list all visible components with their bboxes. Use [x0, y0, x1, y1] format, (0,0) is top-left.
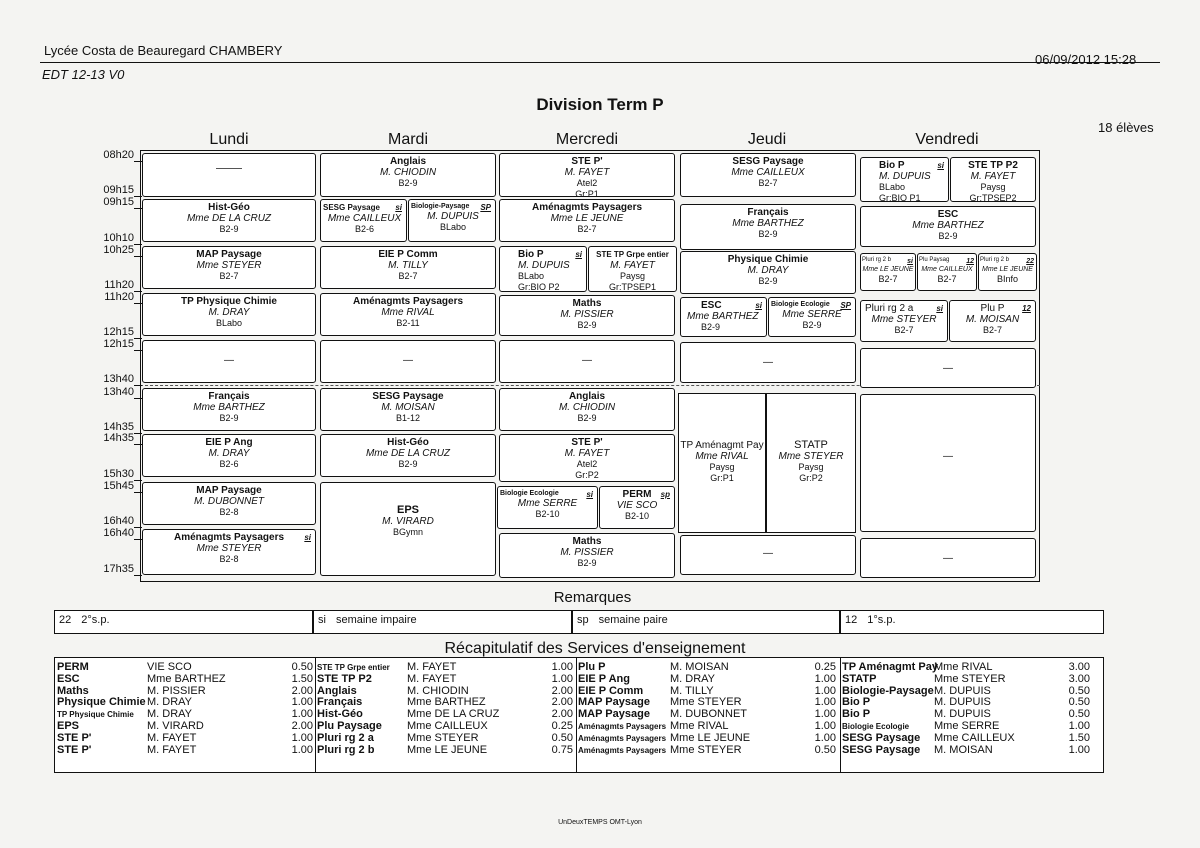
recap-divider: [840, 658, 841, 772]
time-tick: [134, 338, 142, 339]
recap-subject: Aménagmts Paysagers: [578, 733, 667, 743]
recap-teacher: M. MOISAN: [934, 743, 993, 756]
recap-hours: 0.25: [814, 661, 836, 673]
recap-hours: 0.75: [551, 743, 573, 756]
recap-subject: Pluri rg 2 b: [317, 743, 375, 756]
recap-teacher: Mme DE LA CRUZ: [407, 708, 500, 721]
recap-teacher: M. DRAY: [147, 708, 193, 721]
recap-subject: Plu Paysage: [317, 719, 382, 732]
course-cell[interactable]: SP Biologie-Paysage M. DUPUIS BLabo: [408, 199, 496, 242]
recap-teacher: Mme RIVAL: [670, 719, 729, 732]
recap-row: [317, 745, 575, 757]
recap-subject: STE P': [57, 731, 92, 744]
course-cell[interactable]: STE TP Grpe entier M. FAYET Paysg Gr:TPSEP1: [588, 246, 677, 292]
recap-hours: 1.50: [1068, 731, 1090, 744]
course-cell[interactable]: Maths M. PISSIER B2-9: [499, 533, 675, 578]
course-cell[interactable]: STATP Mme STEYER Paysg Gr:P2: [766, 393, 856, 533]
recap-teacher: Mme STEYER: [934, 672, 1006, 685]
time-tick: [134, 350, 142, 351]
recap-teacher: M. DRAY: [147, 696, 193, 709]
course-cell[interactable]: Maths M. PISSIER B2-9: [499, 295, 675, 336]
recap-hours: 1.00: [291, 708, 313, 721]
time-tick: [134, 291, 142, 292]
slot-empty: —: [860, 538, 1036, 578]
time-tick: [134, 244, 142, 245]
recap-hours: 1.50: [291, 672, 313, 685]
recap-subject: Bio P: [842, 696, 871, 709]
course-cell[interactable]: 22 Pluri rg 2 b Mme LE JEUNE BInfo: [978, 253, 1037, 291]
time-label: 14h35: [103, 421, 134, 433]
recap-subject: EIE P Ang: [578, 672, 630, 685]
recap-divider: [576, 658, 577, 772]
recap-teacher: M. DRAY: [670, 672, 716, 685]
recap-subject: Physique Chimie: [57, 696, 146, 709]
course-cell[interactable]: Aménagmts Paysagers Mme RIVAL B2-11: [320, 293, 496, 336]
recap-hours: 2.00: [291, 684, 313, 697]
recap-teacher: Mme STEYER: [407, 731, 479, 744]
slot-empty: —: [680, 535, 856, 575]
time-label: 12h15: [103, 338, 134, 350]
slot-empty: —: [860, 394, 1036, 532]
time-label: 09h15: [103, 196, 134, 208]
time-tick: [134, 385, 142, 386]
recap-subject: ESC: [57, 672, 80, 685]
day-jeudi: Jeudi: [747, 131, 787, 148]
recap-title: Récapitulatif des Services d'enseignement: [444, 640, 746, 657]
slot-empty: —: [142, 340, 316, 383]
slot-empty: —: [499, 340, 675, 383]
recap-subject: Plu P: [578, 661, 606, 673]
remark-item: si semaine impaire: [313, 610, 572, 634]
course-cell[interactable]: si ESC Mme BARTHEZ B2-9: [680, 297, 767, 337]
recap-row: [578, 745, 838, 757]
course-cell[interactable]: Physique Chimie M. DRAY B2-9: [680, 251, 856, 294]
time-label: 11h20: [104, 291, 134, 303]
recap-row: [317, 721, 575, 733]
course-cell[interactable]: 12 Plu P M. MOISAN B2-7: [949, 300, 1036, 342]
course-cell[interactable]: SP Biologie Ecologie Mme SERRE B2-9: [768, 297, 856, 337]
recap-subject: TP Physique Chimie: [57, 710, 134, 720]
recap-hours: 2.00: [551, 696, 573, 709]
recap-row: [317, 674, 575, 686]
course-cell[interactable]: SESG Paysage Mme CAILLEUX B2-7: [680, 153, 856, 197]
recap-subject: Français: [317, 696, 363, 709]
recap-column: [842, 662, 1102, 756]
time-tick: [134, 492, 142, 493]
recap-hours: 2.00: [551, 684, 573, 697]
recap-teacher: M. MOISAN: [670, 661, 729, 673]
course-cell[interactable]: MAP Paysage Mme STEYER B2-7: [142, 246, 316, 289]
remark-item: 22 2°s.p.: [54, 610, 313, 634]
course-cell[interactable]: si SESG Paysage Mme CAILLEUX B2-6: [320, 199, 407, 242]
recap-row: [842, 674, 1102, 686]
recap-teacher: VIE SCO: [147, 661, 192, 673]
recap-subject: SESG Paysage: [842, 743, 921, 756]
recap-teacher: M. FAYET: [147, 743, 197, 756]
recap-subject: EPS: [57, 719, 80, 732]
time-label: 08h20: [103, 149, 134, 161]
course-cell[interactable]: Français Mme BARTHEZ B2-9: [142, 388, 316, 431]
recap-subject: Bio P: [842, 708, 871, 721]
recap-subject: EIE P Comm: [578, 684, 644, 697]
recap-subject: STE TP P2: [317, 672, 372, 685]
recap-hours: 0.25: [551, 719, 573, 732]
course-cell[interactable]: ESC Mme BARTHEZ B2-9: [860, 206, 1036, 247]
recap-row: [57, 745, 313, 757]
course-cell[interactable]: si Aménagmts Paysagers Mme STEYER B2-8: [142, 529, 316, 575]
recap-row: [578, 674, 838, 686]
time-label: 16h40: [103, 527, 134, 539]
recap-hours: 1.00: [1068, 743, 1090, 756]
time-tick: [134, 161, 142, 162]
recap-teacher: M. DUPUIS: [934, 708, 991, 721]
recap-teacher: Mme BARTHEZ: [407, 696, 486, 709]
course-cell[interactable]: Hist-Géo Mme DE LA CRUZ B2-9: [142, 199, 316, 242]
recap-subject: MAP Paysage: [578, 708, 650, 721]
remarques-title: Remarques: [553, 589, 632, 606]
recap-teacher: Mme LE JEUNE: [407, 743, 488, 756]
recap-teacher: Mme STEYER: [670, 743, 742, 756]
course-cell[interactable]: si Bio P M. DUPUIS BLabo Gr:BIO P2: [499, 246, 587, 292]
recap-row: [578, 733, 838, 745]
course-cell[interactable]: si Pluri rg 2 a Mme STEYER B2-7: [860, 300, 948, 342]
recap-subject: Pluri rg 2 a: [317, 731, 374, 744]
school-name: Lycée Costa de Beauregard CHAMBERY: [44, 43, 283, 58]
recap-teacher: Mme SERRE: [934, 719, 1000, 732]
recap-hours: 2.00: [291, 719, 313, 732]
time-label: 17h35: [103, 563, 134, 575]
time-tick: [134, 303, 142, 304]
recap-hours: 1.00: [814, 696, 836, 709]
recap-teacher: M. CHIODIN: [407, 684, 469, 697]
recap-hours: 3.00: [1068, 661, 1090, 673]
recap-divider: [315, 658, 316, 772]
time-label: 12h15: [103, 326, 134, 338]
slot-empty: —: [860, 348, 1036, 388]
recap-row: [57, 674, 313, 686]
recap-hours: 1.00: [551, 661, 573, 673]
recap-subject: Biologie Ecologie: [842, 721, 910, 731]
course-cell[interactable]: TP Physique Chimie M. DRAY BLabo: [142, 293, 316, 336]
remark-item: sp semaine paire: [572, 610, 840, 634]
recap-row: [842, 721, 1102, 733]
recap-hours: 1.00: [551, 672, 573, 685]
recap-subject: SESG Paysage: [842, 731, 921, 744]
course-cell[interactable]: Hist-Géo Mme DE LA CRUZ B2-9: [320, 434, 496, 477]
slot-empty: [142, 153, 316, 197]
recap-teacher: Mme BARTHEZ: [147, 672, 226, 685]
time-tick: [134, 398, 142, 399]
time-tick: [134, 196, 142, 197]
recap-teacher: Mme STEYER: [670, 696, 742, 709]
student-count: 18 élèves: [1098, 120, 1154, 135]
recap-hours: 1.00: [1068, 719, 1090, 732]
course-cell[interactable]: sp PERM VIE SCO B2-10: [599, 486, 675, 529]
recap-hours: 2.00: [551, 708, 573, 721]
course-cell[interactable]: STE TP P2 M. FAYET Paysg Gr:TPSEP2: [950, 157, 1036, 202]
recap-teacher: M. DUBONNET: [670, 708, 747, 721]
time-tick: [134, 539, 142, 540]
recap-hours: 1.00: [814, 731, 836, 744]
time-label: 10h10: [103, 232, 134, 244]
page-title: Division Term P: [536, 95, 664, 114]
recap-column: [578, 662, 838, 756]
recap-teacher: M. FAYET: [407, 672, 457, 685]
header-rule: [40, 62, 1160, 63]
recap-teacher: Mme RIVAL: [934, 661, 993, 673]
recap-teacher: M. DUPUIS: [934, 684, 991, 697]
time-label: 13h40: [103, 373, 134, 385]
course-cell[interactable]: si Pluri rg 2 b Mme LE JEUNE B2-7: [860, 253, 916, 291]
recap-table: [54, 657, 1104, 773]
course-cell[interactable]: STE P' M. FAYET Atel2 Gr:P2: [499, 434, 675, 482]
course-cell[interactable]: Français Mme BARTHEZ B2-9: [680, 204, 856, 250]
recap-row: [57, 721, 313, 733]
recap-subject: Aménagmts Paysagers: [578, 745, 667, 755]
recap-hours: 0.50: [291, 661, 313, 673]
day-lundi: Lundi: [209, 131, 249, 148]
recap-row: [842, 733, 1102, 745]
course-cell[interactable]: Anglais M. CHIODIN B2-9: [499, 388, 675, 431]
time-tick: [134, 433, 142, 434]
time-label: 15h30: [103, 468, 134, 480]
course-cell[interactable]: SESG Paysage M. MOISAN B1-12: [320, 388, 496, 431]
time-tick: [134, 208, 142, 209]
recap-row: [57, 733, 313, 745]
footer-credit: UnDeuxTEMPS OMT-Lyon: [558, 819, 642, 826]
recap-hours: 1.00: [291, 696, 313, 709]
day-mardi: Mardi: [387, 131, 428, 148]
print-datetime: 06/09/2012 15:28: [1035, 52, 1137, 67]
recap-subject: STE P': [57, 743, 92, 756]
recap-hours: 1.00: [291, 731, 313, 744]
recap-teacher: M. VIRARD: [147, 719, 204, 732]
recap-row: [578, 721, 838, 733]
recap-hours: 1.00: [814, 684, 836, 697]
time-tick: [134, 527, 142, 528]
time-tick: [134, 480, 142, 481]
recap-teacher: M. PISSIER: [147, 684, 206, 697]
time-label: 10h25: [103, 244, 134, 256]
recap-hours: 1.00: [814, 708, 836, 721]
recap-subject: PERM: [57, 661, 89, 673]
recap-subject: MAP Paysage: [578, 696, 650, 709]
time-label: 15h45: [103, 480, 134, 492]
time-label: 09h15: [103, 184, 134, 196]
course-cell[interactable]: si Bio P M. DUPUIS BLabo Gr:BIO P1: [860, 157, 949, 202]
recap-hours: 0.50: [551, 731, 573, 744]
recap-column: [317, 662, 575, 756]
recap-subject: STATP: [842, 672, 877, 685]
recap-subject: Biologie-Paysage: [842, 684, 934, 697]
course-cell[interactable]: Aménagmts Paysagers Mme LE JEUNE B2-7: [499, 199, 675, 242]
slot-empty: —: [680, 342, 856, 383]
recap-teacher: Mme LE JEUNE: [670, 731, 751, 744]
time-label: 13h40: [103, 386, 134, 398]
time-label: 16h40: [103, 515, 134, 527]
course-cell[interactable]: MAP Paysage M. DUBONNET B2-8: [142, 482, 316, 525]
time-tick: [134, 575, 142, 576]
course-cell[interactable]: si Biologie Ecologie Mme SERRE B2-10: [497, 486, 598, 529]
course-cell[interactable]: 12 Plu Paysag Mme CAILLEUX B2-7: [917, 253, 977, 291]
recap-teacher: M. TILLY: [670, 684, 714, 697]
day-mercredi: Mercredi: [555, 131, 619, 148]
recap-teacher: M. FAYET: [147, 731, 197, 744]
recap-row: [842, 745, 1102, 757]
recap-subject: Maths: [57, 684, 89, 697]
recap-subject: Anglais: [317, 684, 357, 697]
course-cell[interactable]: EIE P Comm M. TILLY B2-7: [320, 246, 496, 289]
recap-subject: TP Aménagmt Pay: [842, 661, 938, 673]
recap-column: [57, 662, 313, 756]
recap-subject: Aménagmts Paysagers: [578, 721, 667, 731]
edt-version: EDT 12-13 V0: [42, 67, 125, 82]
recap-teacher: M. FAYET: [407, 661, 457, 673]
recap-row: [317, 733, 575, 745]
time-tick: [134, 256, 142, 257]
recap-subject: STE TP Grpe entier: [317, 663, 390, 672]
recap-teacher: M. DUPUIS: [934, 696, 991, 709]
time-label: 11h20: [104, 279, 134, 291]
time-tick: [134, 444, 142, 445]
recap-hours: 1.00: [814, 672, 836, 685]
course-cell[interactable]: Anglais M. CHIODIN B2-9: [320, 153, 496, 197]
recap-hours: 0.50: [814, 743, 836, 756]
time-label: 14h35: [103, 432, 134, 444]
recap-hours: 1.00: [814, 719, 836, 732]
recap-subject: Hist-Géo: [317, 708, 363, 721]
recap-hours: 1.00: [291, 743, 313, 756]
recap-hours: 0.50: [1068, 708, 1090, 721]
slot-empty: —: [320, 340, 496, 383]
recap-teacher: Mme CAILLEUX: [407, 719, 488, 732]
recap-teacher: Mme CAILLEUX: [934, 731, 1015, 744]
recap-hours: 3.00: [1068, 672, 1090, 685]
day-vendredi: Vendredi: [915, 131, 979, 148]
course-cell[interactable]: STE P' M. FAYET Atel2 Gr:P1: [499, 153, 675, 197]
recap-hours: 0.50: [1068, 684, 1090, 697]
course-cell[interactable]: TP Aménagmt Pay Mme RIVAL Paysg Gr:P1: [678, 393, 766, 533]
remark-item: 12 1°s.p.: [840, 610, 1104, 634]
course-cell[interactable]: EPS M. VIRARD BGymn: [320, 482, 496, 576]
course-cell[interactable]: EIE P Ang M. DRAY B2-6: [142, 434, 316, 477]
recap-hours: 0.50: [1068, 696, 1090, 709]
